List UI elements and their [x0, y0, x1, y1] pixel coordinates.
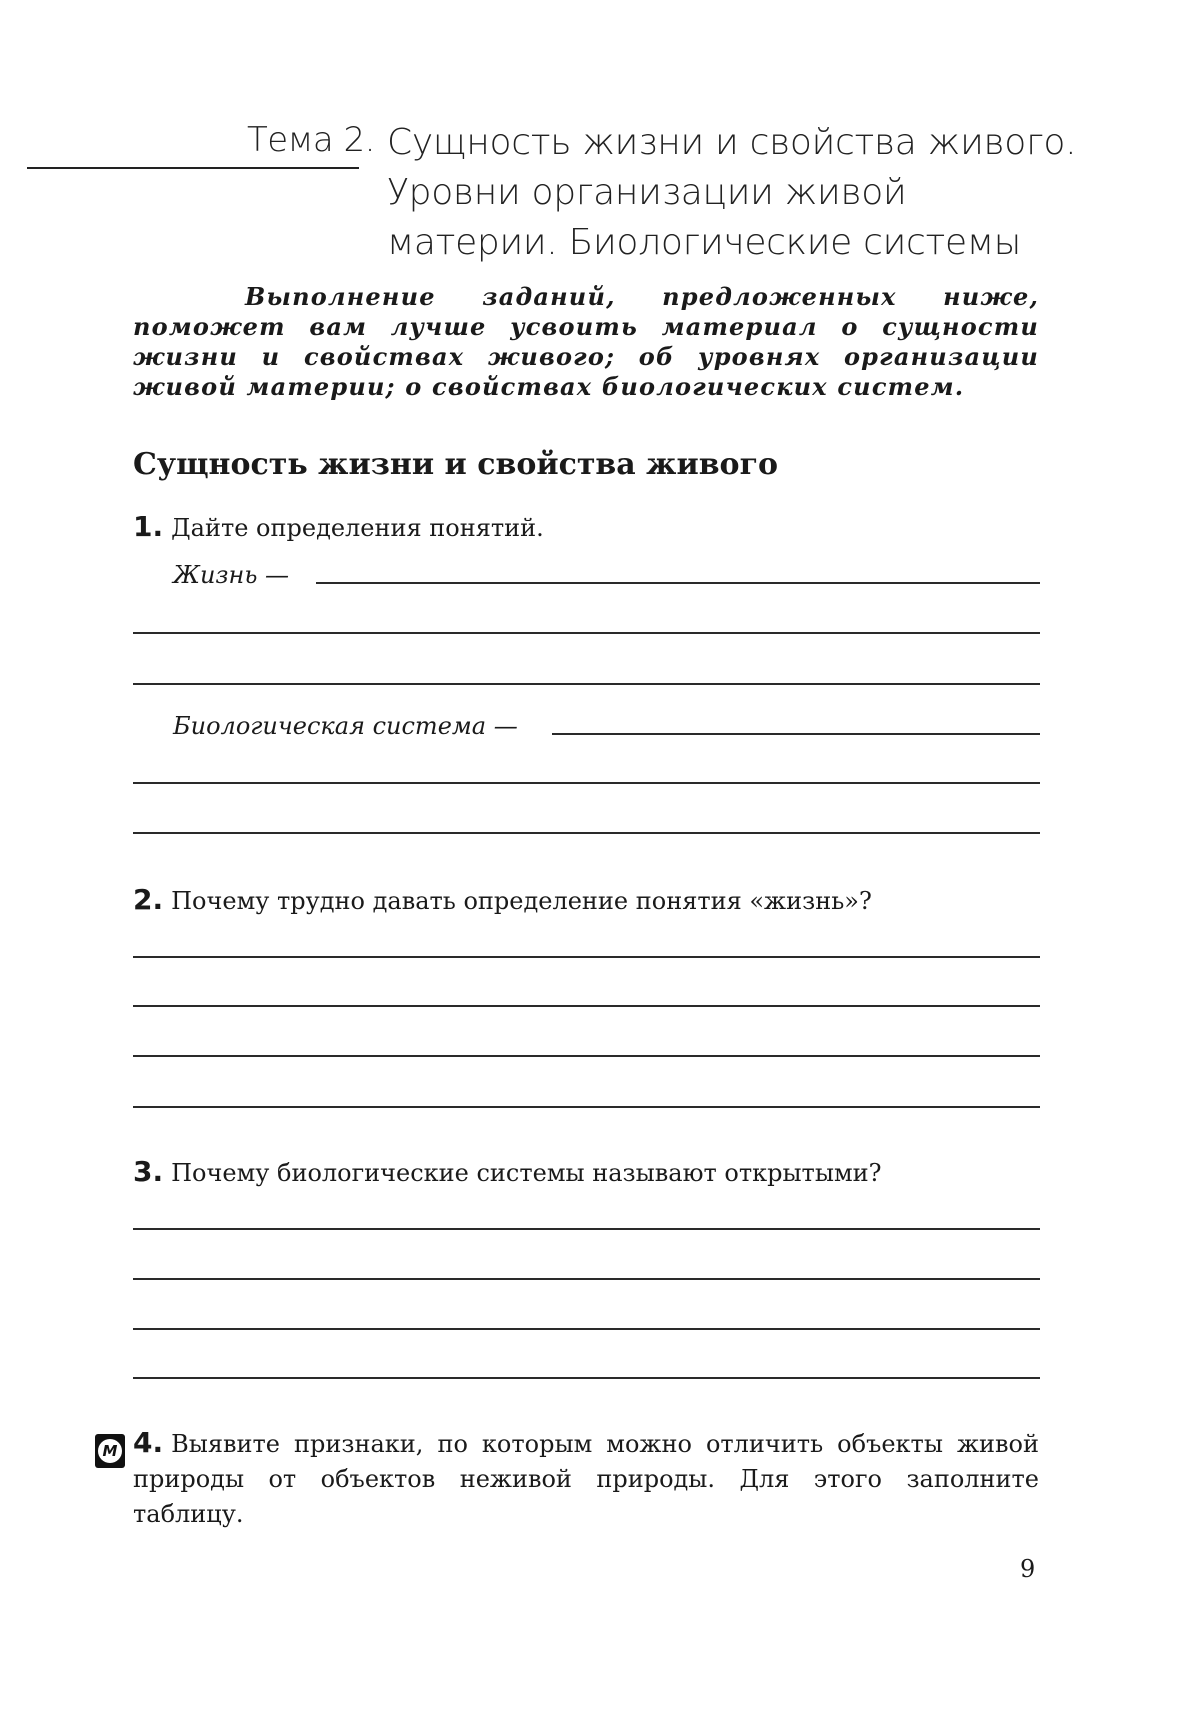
task-number: 3.: [133, 1155, 164, 1188]
task-1: [133, 510, 544, 543]
answer-line[interactable]: [133, 1328, 1040, 1330]
task-number: 1.: [133, 510, 164, 543]
answer-line[interactable]: [133, 782, 1040, 784]
answer-line[interactable]: [133, 1278, 1040, 1280]
task-text: Почему трудно давать определение понятия «жизнь»?: [171, 887, 872, 915]
answer-line[interactable]: [133, 1055, 1040, 1057]
task-number: 2.: [133, 883, 164, 916]
intro-paragraph: Выполнение заданий, предложенных ниже, поможет вам лучше усвоить материал о сущности жизни и свойствах живого; об уровнях организации живой материи; о свойствах биологических систем.: [133, 282, 1039, 401]
task-2: [133, 883, 872, 916]
topic-title-line-2: Уровни организации живой: [387, 172, 907, 213]
topic-title: [387, 118, 1147, 268]
task-4: [133, 1425, 1039, 1532]
answer-line[interactable]: [133, 683, 1040, 685]
m-badge-letter: М: [98, 1439, 122, 1463]
answer-line[interactable]: [133, 1228, 1040, 1230]
page-number: 9: [1020, 1555, 1036, 1583]
answer-line[interactable]: [133, 956, 1040, 958]
topic-title-line-1: Сущность жизни и свойства живого.: [387, 122, 1077, 163]
topic-label: Тема 2.: [247, 120, 375, 160]
topic-title-line-3: материи. Биологические системы: [387, 222, 1021, 263]
answer-line[interactable]: [133, 832, 1040, 834]
section-title: Сущность жизни и свойства живого: [133, 447, 778, 482]
header-rule: [27, 167, 359, 169]
m-badge-icon: [95, 1434, 125, 1468]
answer-line[interactable]: [552, 733, 1040, 735]
term-bio-system: Биологическая система —: [173, 712, 518, 740]
task-text: Почему биологические системы называют открытыми?: [171, 1159, 882, 1187]
task-text: Дайте определения понятий.: [171, 514, 544, 542]
answer-line[interactable]: [316, 582, 1040, 584]
answer-line[interactable]: [133, 1377, 1040, 1379]
answer-line[interactable]: [133, 1106, 1040, 1108]
task-number: 4.: [133, 1426, 164, 1459]
task-3: [133, 1155, 881, 1188]
task-text: Выявите признаки, по которым можно отличить объекты живой природы от объектов неживой природы. Для этого заполните таблицу.: [133, 1430, 1039, 1528]
answer-line[interactable]: [133, 1005, 1040, 1007]
term-life: Жизнь —: [173, 561, 290, 589]
answer-line[interactable]: [133, 632, 1040, 634]
